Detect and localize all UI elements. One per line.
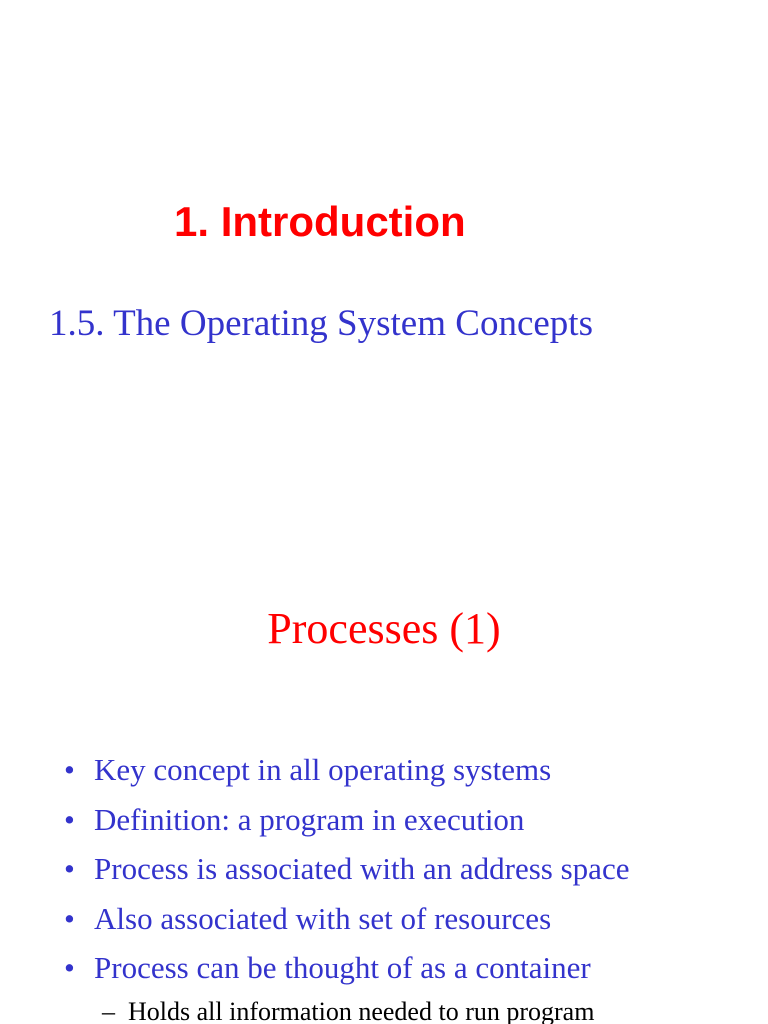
sub-bullet-item	[102, 995, 594, 1024]
sub-bullet-marker: –	[102, 997, 115, 1024]
bullet-marker: •	[64, 851, 75, 886]
bullet-text: Definition: a program in execution	[94, 801, 525, 837]
bullet-marker: •	[64, 752, 75, 787]
bullet-text: Process is associated with an address space	[94, 851, 630, 886]
sub-bullet-text: Holds all information needed to run program	[128, 997, 595, 1024]
bullet-marker: •	[64, 801, 75, 837]
page-title: 1. Introduction	[174, 198, 466, 245]
bullet-text: Process can be thought of as a container	[94, 950, 591, 985]
section-subtitle: 1.5. The Operating System Concepts	[49, 303, 593, 344]
bullet-marker: •	[64, 900, 75, 936]
bullet-text: Also associated with set of resources	[94, 900, 552, 936]
slide-heading: Processes (1)	[267, 604, 501, 653]
bullet-text: Key concept in all operating systems	[94, 752, 552, 787]
bullet-marker: •	[64, 950, 75, 985]
